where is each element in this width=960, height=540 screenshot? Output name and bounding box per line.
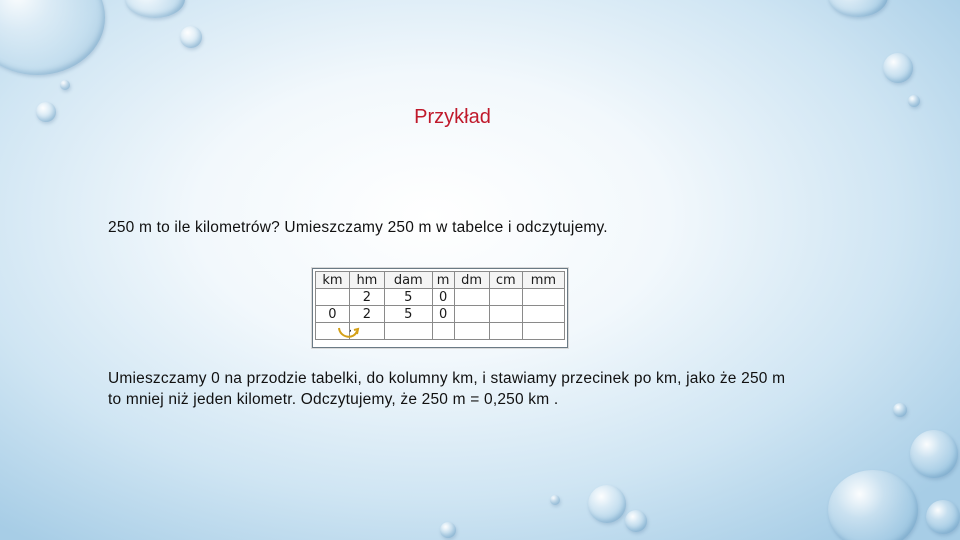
table-row: [316, 306, 565, 323]
explanation-line: Umieszczamy 0 na przodzie tabelki, do kolumny km, i stawiamy przecinek po km, jako że 250 m: [108, 370, 786, 387]
water-drop-decoration: [883, 53, 913, 83]
water-drop-decoration: [180, 26, 202, 48]
water-drop-decoration: [550, 495, 560, 505]
table-header-cell: cm: [489, 272, 522, 289]
water-drop-decoration: [828, 470, 918, 540]
table-header-row: [316, 272, 565, 289]
table-header-cell: dm: [454, 272, 489, 289]
water-drop-decoration: [625, 510, 647, 532]
table-cell: [522, 289, 564, 306]
water-drop-decoration: [440, 522, 456, 538]
water-drop-decoration: [908, 95, 920, 107]
table-header-cell: km: [316, 272, 350, 289]
slide-title: Przykład: [414, 106, 491, 128]
table-header-cell: mm: [522, 272, 564, 289]
table-header-cell: m: [432, 272, 454, 289]
explanation-line: to mniej niż jeden kilometr. Odczytujemy, że 250 m = 0,250 km .: [108, 391, 559, 408]
table-cell: 0: [432, 306, 454, 323]
table-cell: [316, 289, 350, 306]
table-cell: [522, 323, 564, 340]
water-drop-decoration: [60, 80, 70, 90]
table-header-cell: dam: [384, 272, 432, 289]
table-cell: [454, 323, 489, 340]
table-cell: [489, 306, 522, 323]
table-cell: [522, 306, 564, 323]
table-cell: [384, 323, 432, 340]
table-cell: [454, 306, 489, 323]
water-drop-decoration: [828, 0, 888, 17]
water-drop-decoration: [910, 430, 958, 478]
table-cell: 2: [349, 289, 384, 306]
table-cell: [454, 289, 489, 306]
water-drop-decoration: [588, 485, 626, 523]
curved-arrow-icon: [336, 322, 360, 342]
water-drop-decoration: [926, 500, 960, 534]
table-row: [316, 289, 565, 306]
table-cell: [489, 323, 522, 340]
svg-text:,: ,: [349, 324, 352, 334]
table-cell: 5: [384, 306, 432, 323]
table-header-cell: hm: [349, 272, 384, 289]
table-cell: 0: [316, 306, 350, 323]
explanation-paragraph: [108, 368, 898, 410]
table-cell: 2: [349, 306, 384, 323]
table-cell: [489, 289, 522, 306]
water-drop-decoration: [125, 0, 185, 18]
water-drop-decoration: [0, 0, 105, 75]
table-cell: [432, 323, 454, 340]
table-cell: 5: [384, 289, 432, 306]
question-text: 250 m to ile kilometrów? Umieszczamy 250 m w tabelce i odczytujemy.: [108, 219, 608, 236]
table-cell: 0: [432, 289, 454, 306]
